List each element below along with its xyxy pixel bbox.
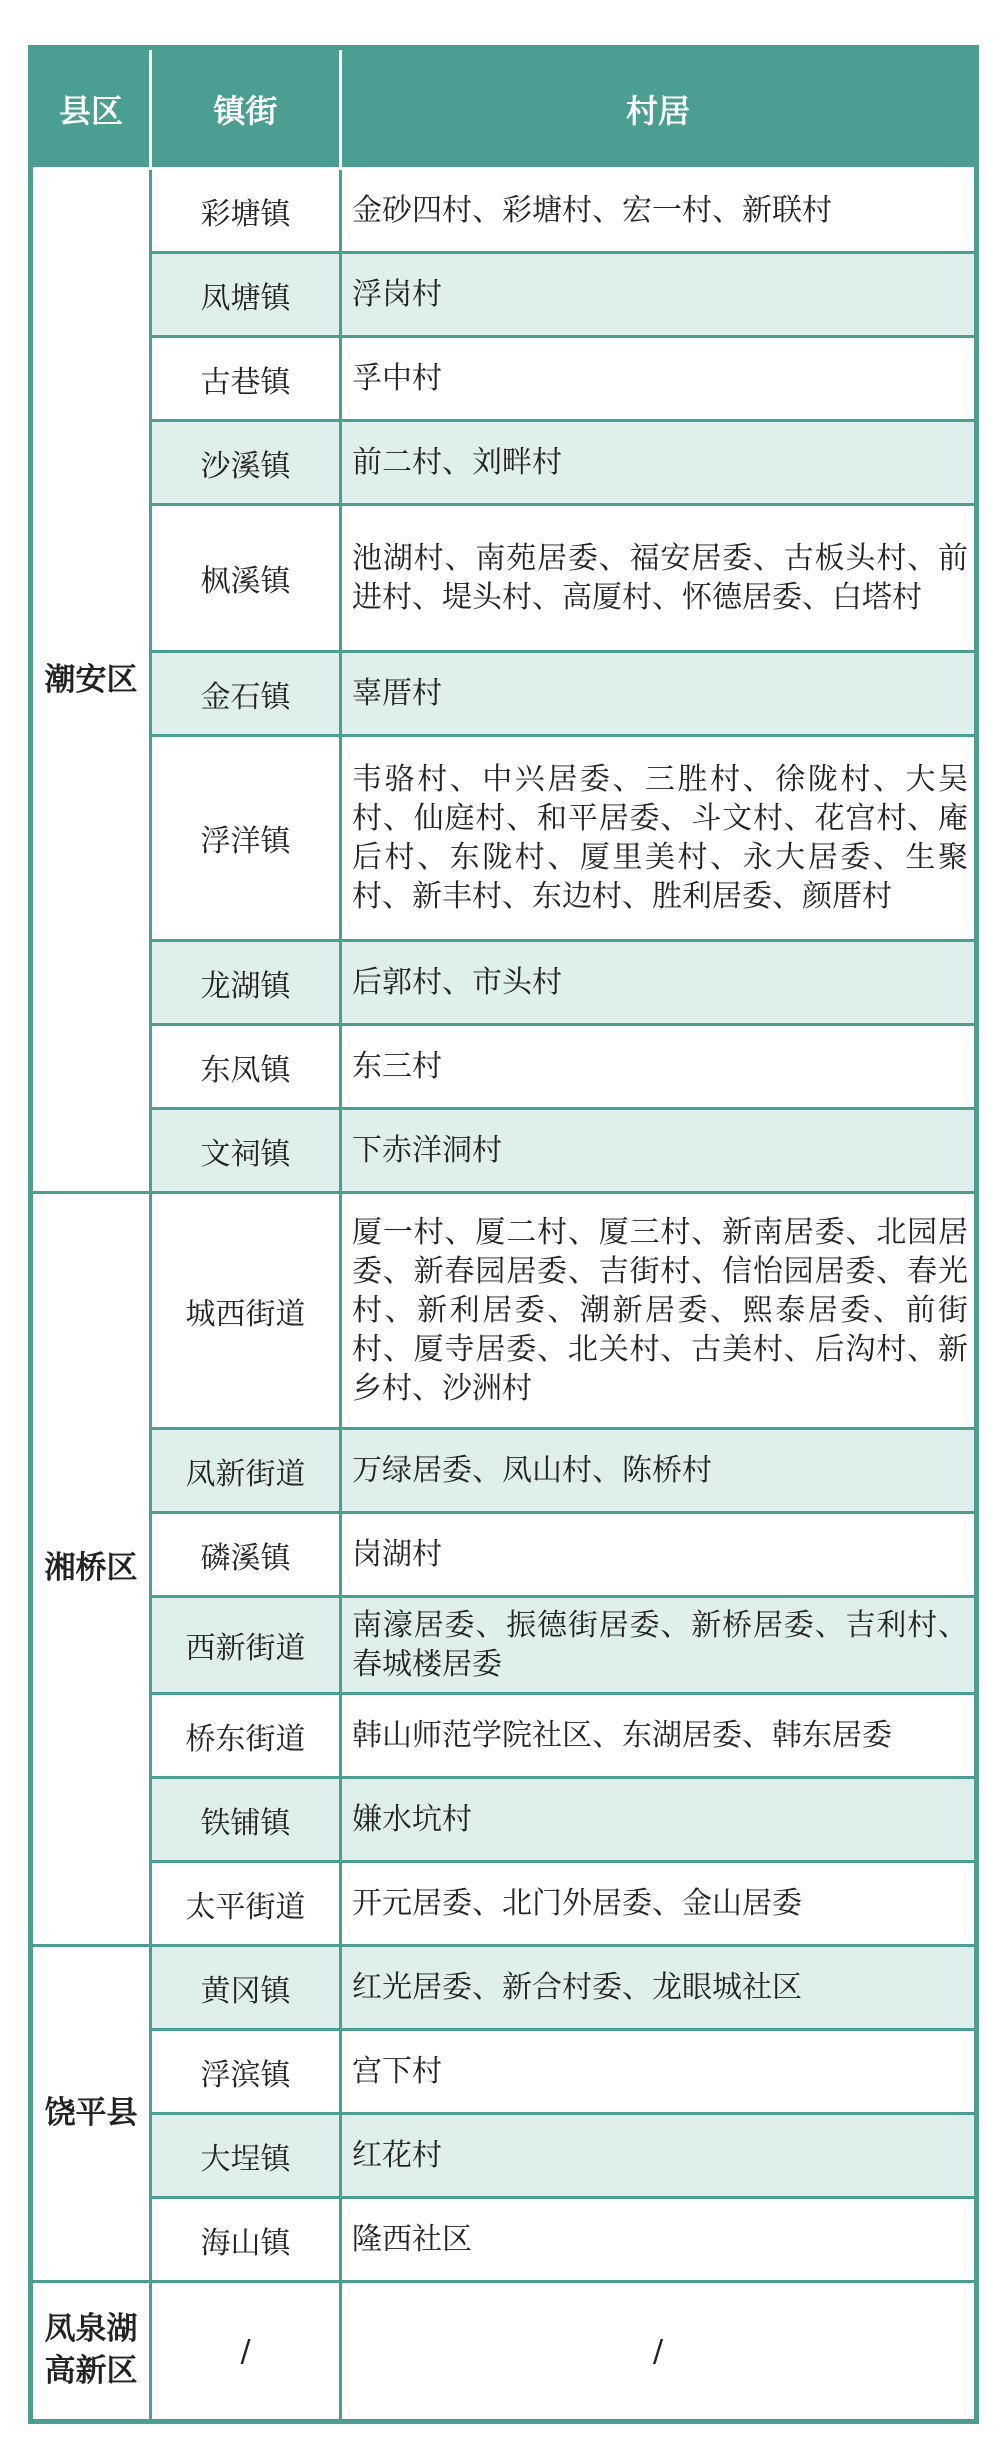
table-row: [31, 1862, 977, 1946]
village-list: 嫌水坑村: [341, 1778, 977, 1862]
town-name: 金石镇: [151, 652, 341, 736]
town-name: 黄冈镇: [151, 1946, 341, 2030]
table-row: [31, 2198, 977, 2282]
village-list: 前二村、刘畔村: [341, 421, 977, 505]
village-list: 孚中村: [341, 337, 977, 421]
table-row: [31, 941, 977, 1025]
village-list: 开元居委、北门外居委、金山居委: [341, 1862, 977, 1946]
town-name: 大埕镇: [151, 2114, 341, 2198]
table-row: [31, 1946, 977, 2030]
district-name: 潮安区: [31, 169, 151, 1193]
village-list: 南濠居委、振德街居委、新桥居委、吉利村、春城楼居委: [341, 1597, 977, 1694]
village-list: 辜厝村: [341, 652, 977, 736]
table-row: [31, 736, 977, 941]
village-list: 浮岗村: [341, 253, 977, 337]
table-row: [31, 1694, 977, 1778]
table-row: [31, 1429, 977, 1513]
village-list: 红光居委、新合村委、龙眼城社区: [341, 1946, 977, 2030]
village-list: 岗湖村: [341, 1513, 977, 1597]
village-list: 韦骆村、中兴居委、三胜村、徐陇村、大吴村、仙庭村、和平居委、斗文村、花宫村、庵后村、东陇村、厦里美村、永大居委、生聚村、新丰村、东边村、胜利居委、颜厝村: [341, 736, 977, 941]
table-row: [31, 652, 977, 736]
header-village: 村居: [341, 48, 977, 169]
town-name: /: [151, 2282, 341, 2422]
table-row: [31, 1025, 977, 1109]
table-row: [31, 1193, 977, 1429]
town-name: 磷溪镇: [151, 1513, 341, 1597]
village-list: 隆西社区: [341, 2198, 977, 2282]
town-name: 浮滨镇: [151, 2030, 341, 2114]
district-name: 凤泉湖高新区: [31, 2282, 151, 2422]
table-row: [31, 169, 977, 253]
village-list: 韩山师范学院社区、东湖居委、韩东居委: [341, 1694, 977, 1778]
village-list: 下赤洋洞村: [341, 1109, 977, 1193]
header-county: 县区: [31, 48, 151, 169]
table-row: [31, 1513, 977, 1597]
table-row: [31, 2030, 977, 2114]
table-row: [31, 2114, 977, 2198]
village-list: /: [341, 2282, 977, 2422]
village-list: 东三村: [341, 1025, 977, 1109]
town-name: 凤塘镇: [151, 253, 341, 337]
town-name: 桥东街道: [151, 1694, 341, 1778]
district-name: 饶平县: [31, 1946, 151, 2282]
town-name: 枫溪镇: [151, 505, 341, 652]
village-list: 万绿居委、凤山村、陈桥村: [341, 1429, 977, 1513]
village-list: 池湖村、南苑居委、福安居委、古板头村、前进村、堤头村、高厦村、怀德居委、白塔村: [341, 505, 977, 652]
town-name: 西新街道: [151, 1597, 341, 1694]
table-row: [31, 421, 977, 505]
town-name: 城西街道: [151, 1193, 341, 1429]
town-name: 海山镇: [151, 2198, 341, 2282]
table-row: [31, 253, 977, 337]
village-list: 后郭村、市头村: [341, 941, 977, 1025]
district-name: 湘桥区: [31, 1193, 151, 1946]
table-row: [31, 505, 977, 652]
town-name: 文祠镇: [151, 1109, 341, 1193]
town-name: 古巷镇: [151, 337, 341, 421]
table-row: [31, 337, 977, 421]
village-list: 厦一村、厦二村、厦三村、新南居委、北园居委、新春园居委、吉街村、信怡园居委、春光村、新利居委、潮新居委、熙泰居委、前街村、厦寺居委、北关村、古美村、后沟村、新乡村、沙洲村: [341, 1193, 977, 1429]
table-row: [31, 1778, 977, 1862]
table-row: [31, 1597, 977, 1694]
town-name: 彩塘镇: [151, 169, 341, 253]
table-row: [31, 2282, 977, 2422]
table-row: [31, 1109, 977, 1193]
header-row: [31, 48, 977, 169]
town-name: 沙溪镇: [151, 421, 341, 505]
town-name: 凤新街道: [151, 1429, 341, 1513]
village-list: 红花村: [341, 2114, 977, 2198]
header-town: 镇街: [151, 48, 341, 169]
town-name: 东凤镇: [151, 1025, 341, 1109]
town-name: 浮洋镇: [151, 736, 341, 941]
town-name: 太平街道: [151, 1862, 341, 1946]
town-name: 龙湖镇: [151, 941, 341, 1025]
town-name: 铁铺镇: [151, 1778, 341, 1862]
village-list: 金砂四村、彩塘村、宏一村、新联村: [341, 169, 977, 253]
village-table: [28, 45, 979, 2424]
village-list: 宫下村: [341, 2030, 977, 2114]
